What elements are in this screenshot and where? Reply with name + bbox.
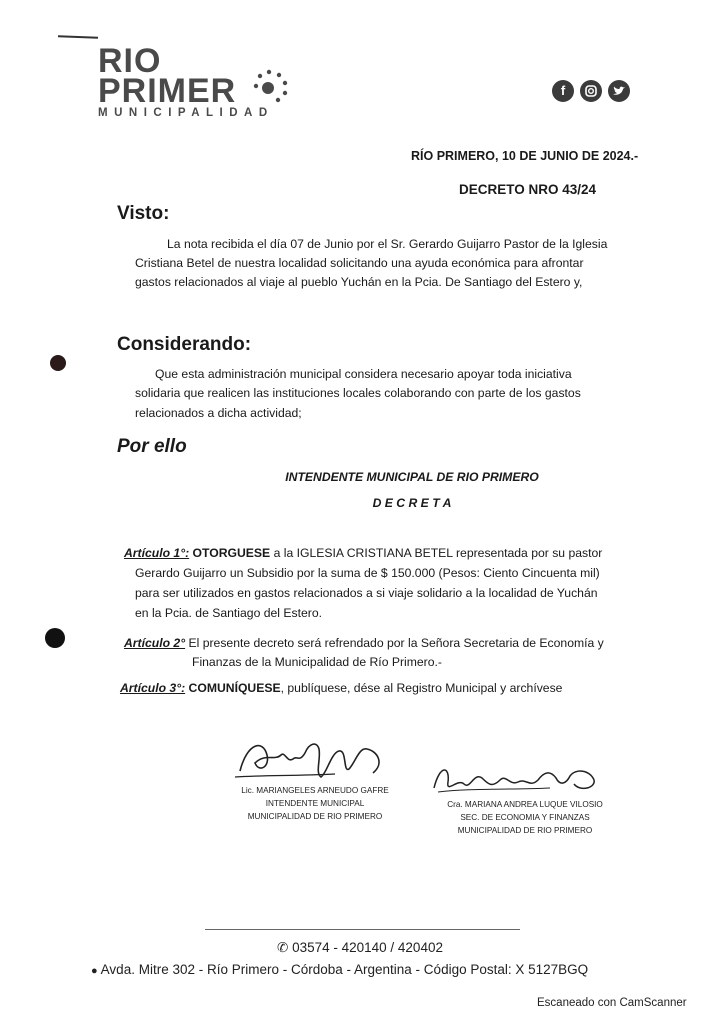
article-3-label: Artículo 3°: bbox=[120, 681, 186, 695]
article-1-text-1: a la IGLESIA CRISTIANA BETEL representada por su pastor bbox=[270, 546, 603, 560]
twitter-icon bbox=[608, 80, 630, 102]
article-1-label: Artículo 1°: bbox=[124, 546, 190, 560]
signature-intendente bbox=[235, 733, 395, 785]
signer-name: Cra. MARIANA ANDREA LUQUE VILOSIO bbox=[447, 800, 603, 809]
article-3-line bbox=[120, 679, 562, 699]
signature-block-secretaria bbox=[440, 798, 610, 837]
article-1-line-3: para ser utilizados en gastos relacionados a si viaje solidario a la localidad de Yuchán bbox=[135, 586, 598, 600]
considerando-heading: Considerando: bbox=[117, 334, 252, 355]
article-2-text-1: El presente decreto será refrendado por la Señora Secretaria de Economía y bbox=[185, 636, 604, 650]
signer-title: INTENDENTE MUNICIPAL bbox=[265, 799, 365, 808]
punch-hole bbox=[50, 355, 66, 371]
signature-block-intendente bbox=[230, 784, 400, 823]
considerando-line-2: solidaria que realicen las instituciones locales colaborando con parte de los gastos bbox=[135, 386, 581, 400]
signature-secretaria bbox=[430, 758, 600, 802]
visto-heading: Visto: bbox=[117, 203, 170, 224]
article-2-label: Artículo 2° bbox=[124, 636, 186, 650]
scanner-watermark: Escaneado con CamScanner bbox=[537, 997, 687, 1009]
article-2-line-1 bbox=[124, 634, 604, 654]
logo-text-primer: PRIMER bbox=[98, 72, 237, 110]
footer-address: ● Avda. Mitre 302 - Río Primero - Córdoba - Argentina - Código Postal: X 5127BGQ bbox=[91, 962, 589, 977]
decree-number: DECRETO NRO 43/24 bbox=[459, 182, 597, 197]
location-pin-icon: ● bbox=[91, 965, 98, 977]
considerando-line-1: Que esta administración municipal considera necesario apoyar toda iniciativa bbox=[155, 367, 572, 381]
decreta: D E C R E T A bbox=[372, 496, 452, 510]
signer-institution: MUNICIPALIDAD DE RIO PRIMERO bbox=[247, 812, 383, 821]
sun-logo-icon bbox=[252, 66, 292, 106]
article-2-line-2: Finanzas de la Municipalidad de Río Primero.- bbox=[192, 655, 442, 669]
article-1-line-4: en la Pcia. de Santiago del Estero. bbox=[135, 606, 322, 620]
article-3-lead: COMUNÍQUESE bbox=[188, 681, 281, 695]
place-date: RÍO PRIMERO, 10 DE JUNIO DE 2024.- bbox=[411, 149, 639, 163]
facebook-icon: f bbox=[552, 80, 574, 102]
visto-line-2: Cristiana Betel de nuestra localidad solicitando una ayuda económica para afrontar bbox=[135, 256, 584, 270]
signer-name: Lic. MARIANGELES ARNEUDO GAFRE bbox=[241, 786, 389, 795]
authority: INTENDENTE MUNICIPAL DE RIO PRIMERO bbox=[285, 470, 539, 484]
signer-title: SEC. DE ECONOMIA Y FINANZAS bbox=[460, 813, 590, 822]
por-ello-heading: Por ello bbox=[117, 436, 187, 457]
article-1-line-1 bbox=[124, 544, 602, 564]
signer-institution: MUNICIPALIDAD DE RIO PRIMERO bbox=[457, 826, 593, 835]
visto-line-3: gastos relacionados al viaje al pueblo Yuchán en la Pcia. De Santiago del Estero y, bbox=[135, 275, 583, 289]
logo-text-rio: RIO bbox=[98, 42, 162, 80]
instagram-icon bbox=[580, 80, 602, 102]
phone-icon: ✆ bbox=[277, 940, 289, 955]
considerando-line-3: relacionados a dicha actividad; bbox=[135, 406, 302, 420]
article-1-lead: OTORGUESE bbox=[192, 546, 271, 560]
article-3-rest: , publíquese, dése al Registro Municipal y archívese bbox=[280, 681, 563, 695]
footer-phone: ✆ 03574 - 420140 / 420402 bbox=[277, 940, 443, 955]
logo-text-municipalidad: MUNICIPALIDAD bbox=[98, 107, 274, 119]
header-rule bbox=[58, 35, 98, 38]
article-1-line-2: Gerardo Guijarro un Subsidio por la suma de $ 150.000 (Pesos: Ciento Cincuenta mil) bbox=[135, 566, 600, 580]
footer-rule bbox=[205, 929, 520, 930]
punch-hole bbox=[45, 628, 65, 648]
visto-line-1: La nota recibida el día 07 de Junio por el Sr. Gerardo Guijarro Pastor de la Iglesia bbox=[167, 237, 608, 251]
